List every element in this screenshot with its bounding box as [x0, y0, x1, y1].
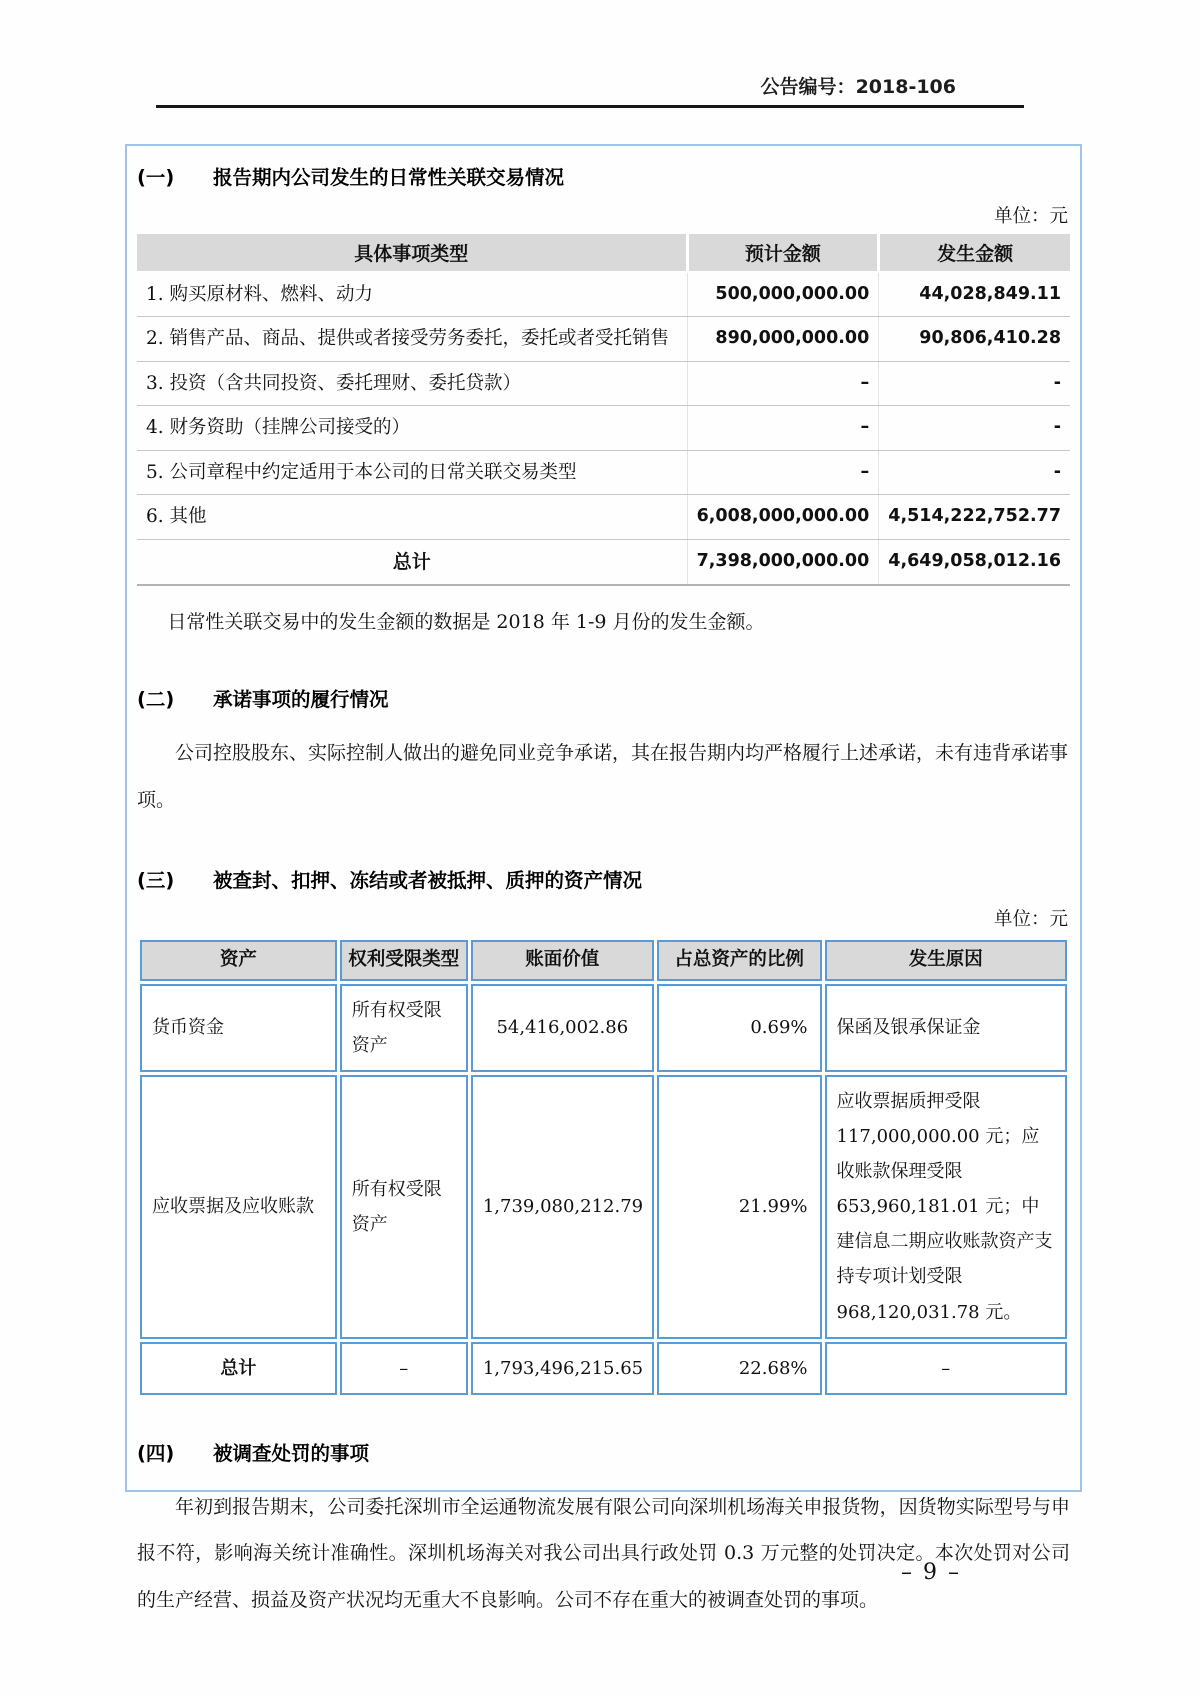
table-row	[137, 272, 1070, 317]
section-2-number: (二)	[137, 688, 175, 712]
daily-transactions-note: 日常性关联交易中的发生金额的数据是 2018 年 1-9 月份的发生金额。	[167, 610, 765, 633]
t2-r1-reason: 保函及银承保证金	[825, 984, 1068, 1072]
table-row	[140, 984, 1067, 1072]
commitment-paragraph: 公司控股股东、实际控制人做出的避免同业竞争承诺，其在报告期内均严格履行上述承诺，未有违背承诺事项。	[137, 742, 1069, 811]
t2-header-reason: 发生原因	[825, 940, 1068, 981]
t2-header-restriction-type: 权利受限类型	[340, 940, 468, 981]
t1-r5-actual: -	[879, 450, 1070, 494]
announcement-number-label: 公告编号：	[760, 76, 856, 98]
table-row	[137, 495, 1070, 539]
table-header-row	[137, 234, 1070, 272]
t2-total-book-value: 1,793,496,215.65	[471, 1342, 654, 1395]
table-row	[137, 361, 1070, 405]
t1-r3-type: 3. 投资（含共同投资、委托理财、委托贷款）	[137, 361, 687, 405]
t1-header-expected-amount: 预计金额	[687, 234, 879, 272]
section-2-heading	[137, 684, 1070, 712]
t2-r1-asset: 货币资金	[140, 984, 337, 1072]
announcement-header	[156, 72, 1024, 108]
t2-r2-book-value: 1,739,080,212.79	[471, 1075, 654, 1339]
section-4-number: (四)	[137, 1441, 175, 1465]
table-total-row	[137, 539, 1070, 585]
announcement-number-value: 2018-106	[855, 76, 956, 98]
section-3-title: 被查封、扣押、冻结或者被抵押、质押的资产情况	[213, 869, 643, 893]
t2-r2-ratio: 21.99%	[657, 1075, 822, 1339]
table-total-row	[140, 1342, 1067, 1395]
t1-header-type: 具体事项类型	[137, 234, 687, 272]
daily-related-transactions-table	[137, 234, 1070, 586]
page-number: – 9 –	[901, 1560, 961, 1585]
t1-r2-actual: 90,806,410.28	[879, 317, 1070, 361]
table-row	[137, 450, 1070, 494]
table-row	[137, 317, 1070, 361]
t1-r2-type: 2. 销售产品、商品、提供或者接受劳务委托，委托或者受托销售	[137, 317, 687, 361]
t1-total-label: 总计	[137, 539, 687, 585]
t1-r1-expected: 500,000,000.00	[687, 272, 879, 317]
t2-header-asset: 资产	[140, 940, 337, 981]
t1-total-expected: 7,398,000,000.00	[687, 539, 879, 585]
section-2-title: 承诺事项的履行情况	[213, 688, 389, 712]
table-row	[140, 1075, 1067, 1339]
content-box	[125, 144, 1082, 1611]
t2-r1-book-value: 54,416,002.86	[471, 984, 654, 1072]
t2-total-restriction: –	[340, 1342, 468, 1395]
t1-r6-actual: 4,514,222,752.77	[879, 495, 1070, 539]
t2-r1-ratio: 0.69%	[657, 984, 822, 1072]
section-4-title: 被调查处罚的事项	[213, 1441, 370, 1465]
section-3-heading	[137, 865, 1070, 893]
t2-total-label: 总计	[140, 1342, 337, 1395]
table-header-row	[140, 940, 1067, 981]
t1-r5-type: 5. 公司章程中约定适用于本公司的日常关联交易类型	[137, 450, 687, 494]
t2-r2-reason: 应收票据质押受限 117,000,000.00 元；应收账款保理受限 653,960,181.01 元；中建信息二期应收账款资产支持专项计划受限 968,120,031.78 元。	[825, 1075, 1068, 1339]
t2-total-reason: –	[825, 1342, 1068, 1395]
t1-r1-type: 1. 购买原材料、燃料、动力	[137, 272, 687, 317]
t1-r5-expected: –	[687, 450, 879, 494]
t1-r4-expected: –	[687, 406, 879, 450]
t2-total-ratio: 22.68%	[657, 1342, 822, 1395]
penalty-paragraph: 年初到报告期末，公司委托深圳市全运通物流发展有限公司向深圳机场海关申报货物，因货物实际型号与申报不符，影响海关统计准确性。深圳机场海关对我公司出具行政处罚 0.3 万元整的处罚决定。本次处罚对公司的生产经营、损益及资产状况均无重大不良影响。公司不存在重大的被调查处罚的事项。	[137, 1495, 1070, 1611]
t2-header-ratio: 占总资产的比例	[657, 940, 822, 981]
t2-header-book-value: 账面价值	[471, 940, 654, 981]
t1-r3-actual: -	[879, 361, 1070, 405]
t1-r3-expected: –	[687, 361, 879, 405]
t1-r6-type: 6. 其他	[137, 495, 687, 539]
t1-header-actual-amount: 发生金额	[879, 234, 1070, 272]
t1-r2-expected: 890,000,000.00	[687, 317, 879, 361]
t1-r1-actual: 44,028,849.11	[879, 272, 1070, 317]
t1-total-actual: 4,649,058,012.16	[879, 539, 1070, 585]
unit-label-2: 单位：元	[993, 909, 1068, 931]
t2-r1-restriction: 所有权受限资产	[340, 984, 468, 1072]
table-row	[137, 406, 1070, 450]
section-1-title: 报告期内公司发生的日常性关联交易情况	[213, 166, 565, 189]
t1-r4-actual: -	[879, 406, 1070, 450]
unit-label-1: 单位：元	[993, 206, 1068, 227]
section-3-number: (三)	[137, 869, 175, 893]
restricted-assets-table	[137, 937, 1070, 1398]
t1-r6-expected: 6,008,000,000.00	[687, 495, 879, 539]
t2-r2-asset: 应收票据及应收账款	[140, 1075, 337, 1339]
t2-r2-restriction: 所有权受限资产	[340, 1075, 468, 1339]
t1-r4-type: 4. 财务资助（挂牌公司接受的）	[137, 406, 687, 450]
section-1-number: (一)	[137, 166, 175, 189]
section-4-heading	[137, 1438, 1070, 1466]
section-1-heading	[137, 162, 1070, 190]
